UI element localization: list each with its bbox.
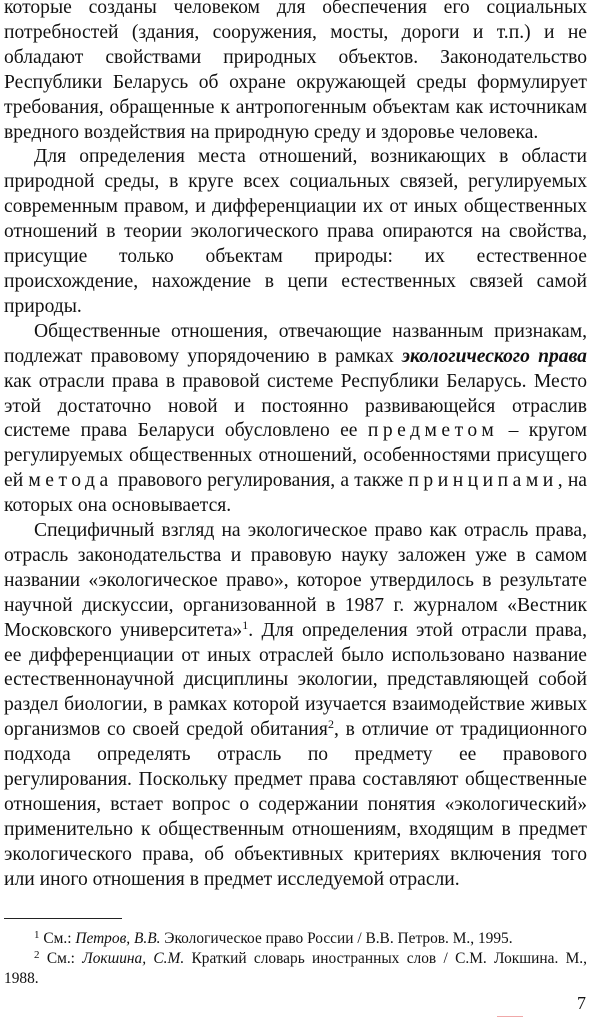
paragraph-text: правового регулирования, а также <box>112 470 409 492</box>
scan-mark <box>497 1016 523 1017</box>
paragraph-text: , в отличие от традиционного подхода определять отрасль по предмету ее правового регулирования. Поскольку предмет права составляют общественные отношения, встает вопрос о содержании понятия «экологический» применительно к общественным отношениям, входящим в предмет экологического права, об объективных критериях включения того или иного отношения в предмет исследуемой отрасли. <box>4 719 588 890</box>
footnote-prefix: См.: <box>39 930 76 947</box>
emphasized-word: метода <box>28 470 113 492</box>
footnote-number: 2 <box>34 949 40 961</box>
paragraph-text: , на которых она основывается. <box>4 470 587 517</box>
paragraph-4 <box>4 519 587 893</box>
paragraph-text: как отрасли права в правовой системе Республики Беларусь. Место этой достаточно новой и постоянно развивающейся отраслив системе права Беларуси обусловлено ее <box>4 370 587 442</box>
paragraph-3 <box>4 320 587 519</box>
footnote-ref-1[interactable]: 1 <box>242 617 249 632</box>
footnote-citation: Краткий словарь иностранных слов / С.М. Локшина. М., 1988. <box>4 950 587 987</box>
footnote-author: Петров, В.В. <box>75 930 161 947</box>
emphasized-word: предметом <box>367 420 499 442</box>
key-term: экологического права <box>401 345 587 367</box>
emphasized-word: принципами <box>408 470 558 492</box>
body-text <box>4 0 587 893</box>
footnote-author: Локшина, С.М. <box>82 950 185 967</box>
footnote-number: 1 <box>34 929 40 941</box>
footnote-ref-2[interactable]: 2 <box>327 717 334 732</box>
paragraph-2 <box>4 145 587 319</box>
footnote-prefix: См.: <box>39 950 83 967</box>
paragraph-text: Специфичный взгляд на экологическое право как отрасль права, отрасль законодательства и правовую науку заложен уже в самом названии «экологическое право», которое утвердилось в результате научной дискуссии, организованной в 1987 г. журналом «Вестник Московского университета» <box>4 520 587 641</box>
paragraph-text: – кругом регулируемых общественных отношений, особенностями присущего ей <box>4 420 587 492</box>
paragraph-text: которые созданы человеком для обеспечения его социальных потребностей (здания, сооружения, мосты, дороги и т.п.) и не обладают свойствами природных объектов. Законодательство Республики Беларусь об охране окружающей среды формулирует требования, обращенные к антропогенным объектам как источникам вредного воздействия на природную среду и здоровье человека. <box>4 0 587 143</box>
footnotes <box>4 929 587 989</box>
footnote-2 <box>4 949 587 989</box>
footnote-divider <box>4 918 122 919</box>
page-number: 7 <box>577 993 586 1013</box>
paragraph-text: Для определения места отношений, возникающих в области природной среды, в круге всех социальных связей, регулируемых современным правом, и дифференциации их от иных общественных отношений в теории экологического права опираются на свойства, присущие только объектам природы: их естественное происхождение, нахождение в цепи естественных связей самой природы. <box>4 146 587 317</box>
paragraph-text: . Для определения этой отрасли права, ее дифференциации от иных отраслей было использовано название естественнонаучной дисциплины экологии, представляющей собой раздел биологии, в рамках которой изучается взаимодействие живых организмов со своей средой обитания <box>4 619 587 741</box>
footnote-1 <box>4 929 587 949</box>
paragraph-text: Общественные отношения, отвечающие названным признакам, подлежат правовому упорядочению в рамках <box>4 320 587 367</box>
footnote-citation: Экологическое право России / В.В. Петров. М., 1995. <box>160 930 513 947</box>
paragraph-1 <box>4 0 587 145</box>
